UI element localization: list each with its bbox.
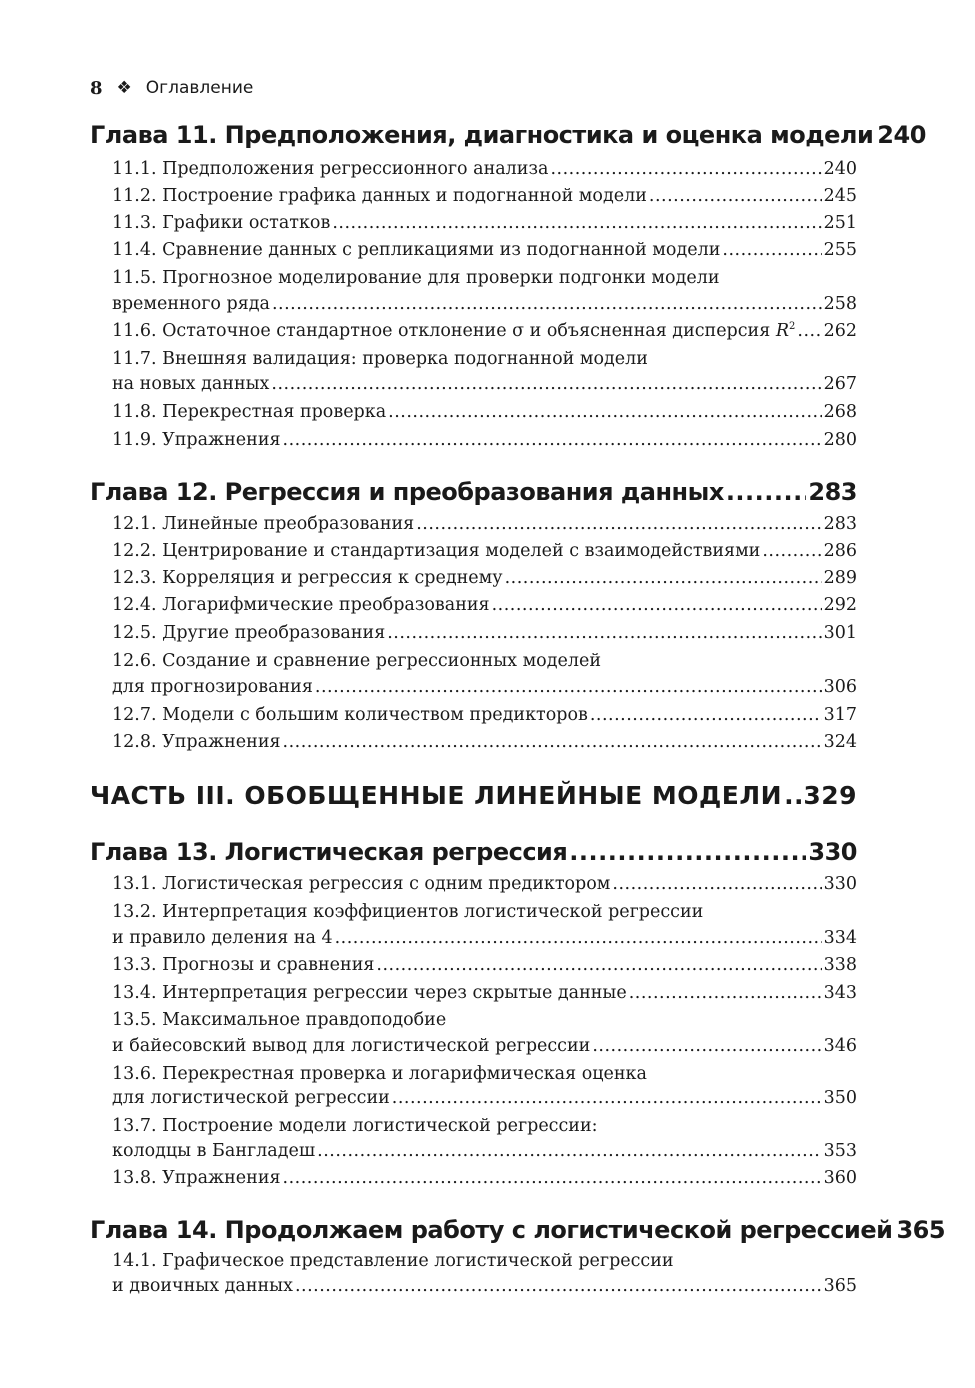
toc-part-3[interactable] [90,781,857,815]
entry-title: 11.2. Построение графика данных и подогнанной модели [112,186,647,206]
leader-dots [505,568,822,588]
toc-entry[interactable] [112,514,857,540]
leader-dots [376,955,821,975]
toc-entry[interactable] [112,595,857,621]
leader-dots [784,781,801,810]
entry-page: 262 [823,321,857,341]
entry-title: 11.3. Графики остатков [112,213,331,233]
entry-title: 13.1. Логистическая регрессия с одним предиктором [112,874,611,894]
entry-page: 324 [823,732,857,752]
toc-entry[interactable] [112,705,857,731]
toc-entry[interactable] [112,374,857,400]
toc-entry[interactable] [112,874,857,900]
entry-title: 11.8. Перекрестная проверка [112,402,387,422]
entry-title: 11.1. Предположения регрессионного анализа [112,159,549,179]
toc-entry-line1[interactable]: 13.7. Построение модели логистической регрессии: [112,1116,598,1136]
superscript: 2 [789,321,796,333]
entry-page: 240 [823,159,857,179]
entry-title [112,321,795,341]
entry-page: 268 [823,402,857,422]
r-symbol: R [775,321,790,341]
leader-dots [335,928,822,948]
entry-page: 245 [823,186,857,206]
entry-page: 289 [823,568,857,588]
entry-page: 301 [823,623,857,643]
entry-title: 12.3. Корреляция и регрессия к среднему [112,568,503,588]
chapter-title: Глава 11. Предположения, диагностика и оценка модели [90,121,874,149]
toc-entry[interactable] [112,732,857,758]
entry-title: 12.4. Логарифмические преобразования [112,595,490,615]
toc-chapter-11[interactable] [90,121,926,153]
toc-entry[interactable] [112,240,857,266]
entry-page: 330 [823,874,857,894]
toc-entry[interactable] [112,677,857,703]
toc-entry[interactable] [112,321,857,347]
leader-dots [388,402,821,422]
toc-chapter-14[interactable] [90,1216,946,1248]
toc-entry[interactable] [112,928,857,954]
leader-dots [283,1168,822,1188]
leader-dots [629,983,822,1003]
leader-dots [492,595,822,615]
entry-title: временного ряда [112,294,270,314]
entry-page: 286 [823,541,857,561]
entry-title: для прогнозирования [112,677,313,697]
entry-title: 11.9. Упражнения [112,430,281,450]
toc-entry[interactable] [112,1141,857,1167]
entry-page: 292 [823,595,857,615]
entry-text: 11.6. Остаточное стандартное отклонение σ и объясненная дисперсия [112,321,776,341]
entry-page: 267 [823,374,857,394]
leader-dots [590,705,822,725]
toc-entry[interactable] [112,983,857,1009]
leader-dots [271,374,821,394]
running-header [90,74,253,102]
toc-entry-line1[interactable]: 12.6. Создание и сравнение регрессионных моделей [112,651,601,671]
leader-dots [317,1141,821,1161]
toc-entry[interactable] [112,402,857,428]
part-page: 329 [803,781,857,810]
leader-dots [315,677,822,697]
toc-entry[interactable] [112,541,857,567]
leader-dots [722,240,821,260]
entry-title: 12.7. Модели с большим количеством предикторов [112,705,588,725]
leader-dots [332,213,821,233]
entry-page: 338 [823,955,857,975]
toc-chapter-13[interactable] [90,838,857,870]
entry-page: 353 [823,1141,857,1161]
entry-title: 13.3. Прогнозы и сравнения [112,955,375,975]
leader-dots [797,321,821,341]
leader-dots [387,623,821,643]
toc-entry[interactable] [112,1168,857,1194]
entry-page: 346 [823,1036,857,1056]
entry-title: на новых данных [112,374,270,394]
ornament-icon: ❖ [116,78,132,98]
chapter-title: Глава 12. Регрессия и преобразования данных [90,478,724,506]
entry-page: 360 [823,1168,857,1188]
entry-title: 12.1. Линейные преобразования [112,514,415,534]
leader-dots [592,1036,821,1056]
entry-title: и правило деления на 4 [112,928,333,948]
part-title: ЧАСТЬ III. ОБОБЩЕННЫЕ ЛИНЕЙНЫЕ МОДЕЛИ [90,781,783,810]
entry-title: 12.8. Упражнения [112,732,281,752]
entry-title: и байесовский вывод для логистической регрессии [112,1036,591,1056]
leader-dots [283,732,822,752]
toc-entry[interactable] [112,430,857,456]
leader-dots [569,838,806,866]
toc-entry[interactable] [112,186,857,212]
entry-page: 365 [823,1276,857,1296]
leader-dots [649,186,822,206]
toc-entry-line1[interactable]: 13.2. Интерпретация коэффициентов логистической регрессии [112,902,704,922]
entry-page: 251 [823,213,857,233]
toc-entry[interactable] [112,955,857,981]
entry-title: 12.5. Другие преобразования [112,623,386,643]
leader-dots [726,478,807,506]
leader-dots [295,1276,822,1296]
entry-page: 317 [823,705,857,725]
toc-entry[interactable] [112,568,857,594]
page-number: 8 [90,77,103,99]
toc-entry[interactable] [112,1036,857,1062]
entry-page: 280 [823,430,857,450]
entry-title: 13.8. Упражнения [112,1168,281,1188]
toc-entry[interactable] [112,159,857,185]
leader-dots [612,874,821,894]
entry-title: для логистической регрессии [112,1088,390,1108]
toc-entry-line1[interactable]: 11.7. Внешняя валидация: проверка подогнанной модели [112,349,648,369]
chapter-page: 330 [808,838,857,866]
toc-entry[interactable] [112,1276,857,1302]
entry-page: 283 [823,514,857,534]
toc-entry-line1[interactable]: 13.6. Перекрестная проверка и логарифмическая оценка [112,1064,647,1084]
entry-page: 334 [823,928,857,948]
toc-entry-line1[interactable]: 14.1. Графическое представление логистической регрессии [112,1251,674,1271]
chapter-title: Глава 14. Продолжаем работу с логистической регрессией [90,1216,893,1244]
toc-entry-line1[interactable]: 11.5. Прогнозное моделирование для проверки подгонки модели [112,268,720,288]
leader-dots [283,430,822,450]
entry-title: 13.4. Интерпретация регрессии через скрытые данные [112,983,627,1003]
entry-page: 343 [823,983,857,1003]
entry-title: 11.4. Сравнение данных с репликациями из подогнанной модели [112,240,721,260]
chapter-title: Глава 13. Логистическая регрессия [90,838,568,866]
entry-title: 12.2. Центрирование и стандартизация моделей с взаимодействиями [112,541,761,561]
leader-dots [392,1088,822,1108]
chapter-page: 283 [808,478,857,506]
entry-title: колодцы в Бангладеш [112,1141,316,1161]
toc-entry[interactable] [112,1088,857,1114]
chapter-page: 365 [896,1216,946,1244]
entry-page: 306 [823,677,857,697]
leader-dots [272,294,822,314]
toc-entry[interactable] [112,294,857,320]
leader-dots [550,159,821,179]
entry-page: 350 [823,1088,857,1108]
chapter-page: 240 [877,121,926,149]
leader-dots [762,541,821,561]
entry-page: 255 [823,240,857,260]
toc-entry[interactable] [112,213,857,239]
toc-entry[interactable] [112,623,857,649]
leader-dots [416,514,821,534]
entry-title: и двоичных данных [112,1276,293,1296]
toc-chapter-12[interactable] [90,478,857,510]
toc-entry-line1[interactable]: 13.5. Максимальное правдоподобие [112,1010,447,1030]
entry-page: 258 [823,294,857,314]
header-title: Оглавление [145,78,254,98]
